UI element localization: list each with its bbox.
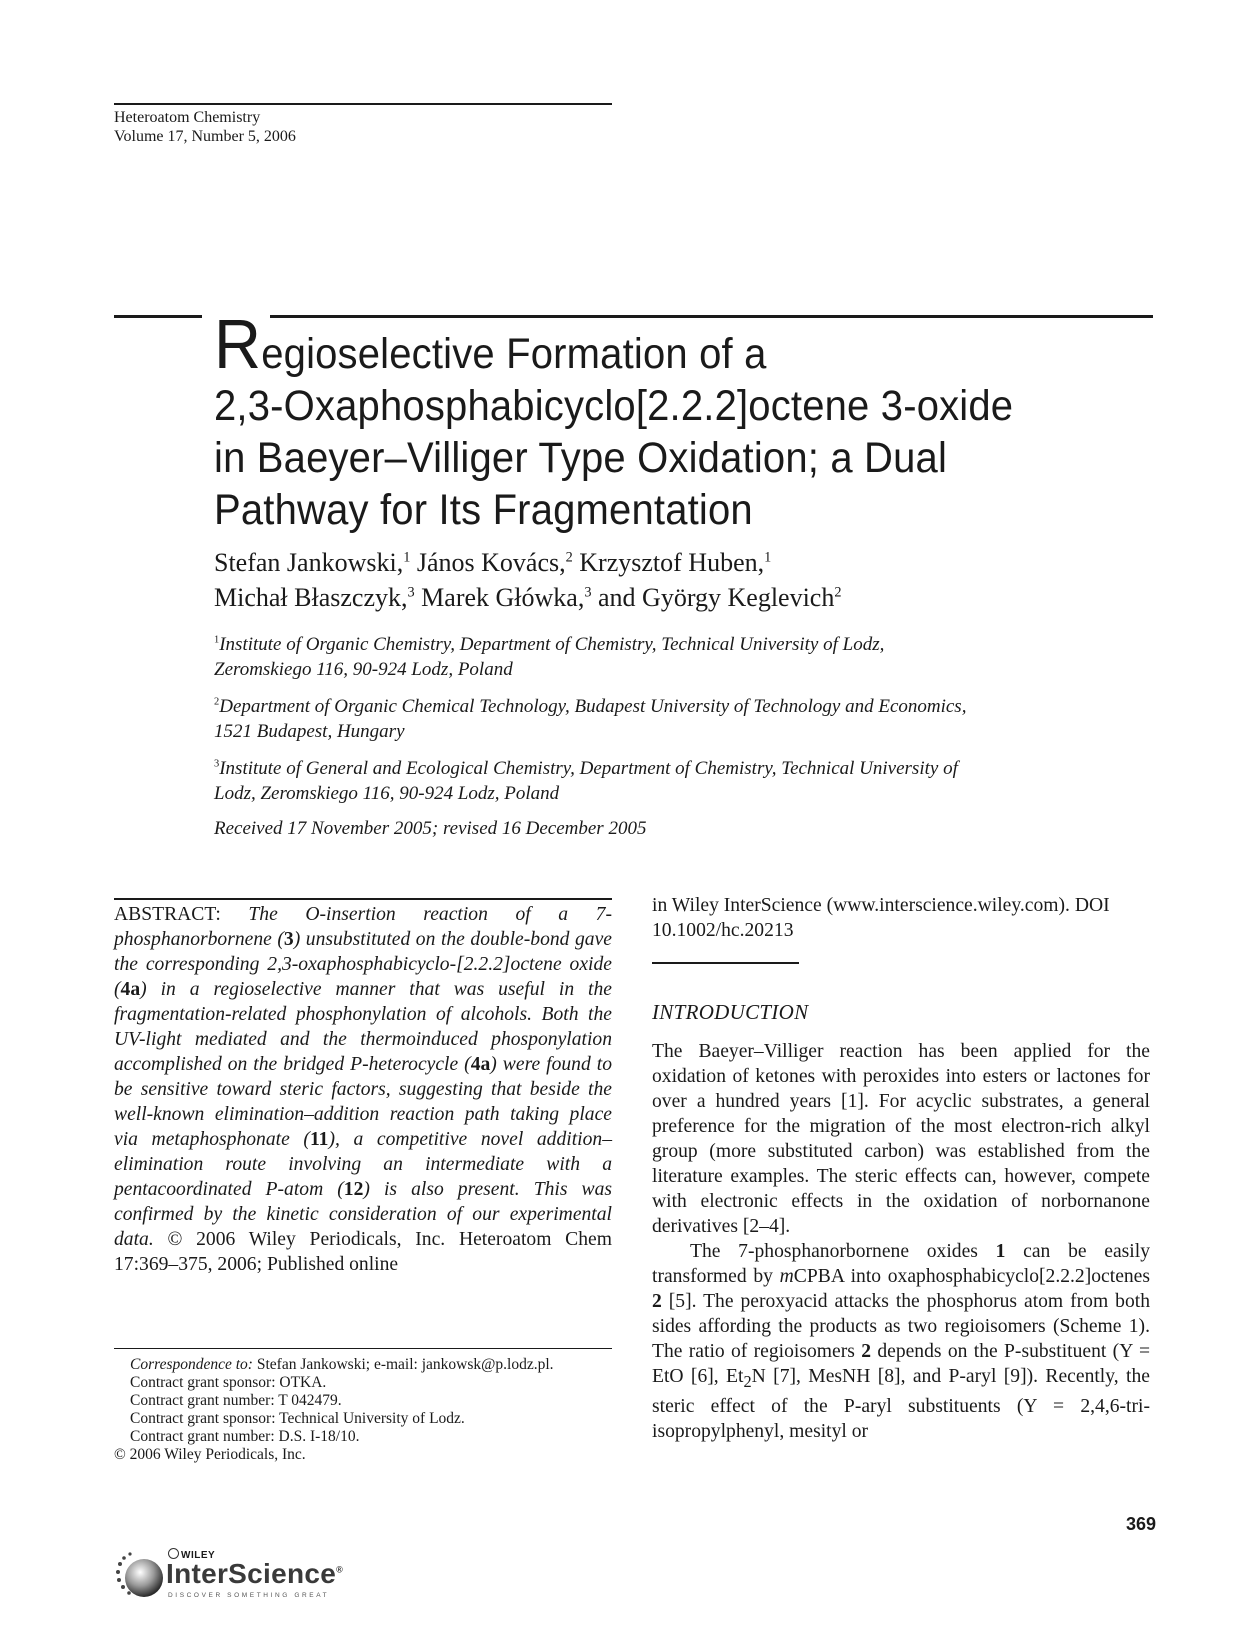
- abstract-label: ABSTRACT:: [114, 904, 221, 925]
- author-name: Michał Błaszczyk,: [214, 583, 408, 612]
- affiliation-number: 2: [214, 696, 220, 708]
- affiliation-line: 1521 Budapest, Hungary: [214, 721, 405, 742]
- compound-number: 4a: [120, 979, 141, 1000]
- author-affiliation-mark: 1: [764, 549, 772, 566]
- footnote-copyright: © 2006 Wiley Periodicals, Inc.: [114, 1446, 306, 1463]
- author-affiliation-mark: 2: [565, 549, 573, 566]
- grant-line: Contract grant number: T 042479.: [130, 1392, 342, 1409]
- section-heading-introduction: INTRODUCTION: [652, 1000, 809, 1024]
- abstract-text: ) were found to be sensitive toward steric factors, suggesting that beside the well-known elimination–addition reaction path taking place via metaphosphonate (: [114, 1054, 612, 1150]
- author-name: Krzysztof Huben,: [579, 548, 765, 577]
- author-name: János Kovács,: [416, 548, 566, 577]
- intro-paragraph-1: The Baeyer–Villiger reaction has been applied for the oxidation of ketones with peroxides into esters or lactones for over a hundred years [1]. For acyclic substrates, a general preference for the migration of the most electron-rich alkyl group (more substituted carbon) was established from the literature examples. The steric effects can, however, compete with electronic effects in the oxidation of norbornanone derivatives [2–4].: [652, 1041, 1150, 1237]
- title-line-2: 2,3-Oxaphosphabicyclo[2.2.2]octene 3-oxide: [214, 382, 1014, 430]
- author-name: and György Keglevich: [598, 583, 835, 612]
- affiliation-line: Department of Organic Chemical Technology, Budapest University of Technology and Economics,: [219, 696, 967, 717]
- footnote: [114, 1356, 614, 1464]
- logo-tagline: DISCOVER SOMETHING GREAT: [168, 1592, 330, 1599]
- compound-number: 11: [309, 1129, 329, 1150]
- abstract-text: ) in a regioselective manner that was useful in the fragmentation-related phosphonylation of alcohols. Both the UV-light mediated and the thermoinduced phosponylation accomplished on the bridged P-heterocycle (: [114, 979, 612, 1075]
- author-name: Marek Główka,: [421, 583, 585, 612]
- title-line-4: Pathway for Its Fragmentation: [214, 486, 753, 534]
- journal-info: [114, 108, 296, 146]
- introduction-body: [652, 1039, 1150, 1444]
- abstract-text: ) unsubstituted on the double-bond gave the corresponding 2,3-oxaphosphabicyclo-[2.2.2]octene oxide (: [114, 929, 612, 1000]
- affiliation-number: 3: [214, 758, 220, 770]
- header-rule: [114, 103, 612, 105]
- title-initial: R: [214, 305, 262, 383]
- affiliation-2: [214, 694, 1144, 744]
- page-number: 369: [1126, 1514, 1157, 1534]
- affiliation-3: [214, 756, 1144, 806]
- title-line-3: in Baeyer–Villiger Type Oxidation; a Dual: [214, 434, 948, 482]
- author-affiliation-mark: 1: [403, 549, 411, 566]
- compound-number: 3: [283, 929, 294, 950]
- affiliation-number: 1: [214, 634, 220, 646]
- abstract-rule: [114, 898, 612, 900]
- author-affiliation-mark: 3: [407, 584, 415, 601]
- affiliation-line: Institute of General and Ecological Chemistry, Department of Chemistry, Technical University of: [219, 758, 958, 779]
- author-affiliation-mark: 3: [584, 584, 592, 601]
- article-title: [214, 305, 1070, 536]
- wiley-interscience-logo: [114, 1548, 354, 1604]
- abstract-citation: © 2006 Wiley Periodicals, Inc. Heteroatom Chem 17:369–375, 2006; Published online: [114, 1229, 612, 1275]
- compound-number: 1: [995, 1241, 1006, 1262]
- affiliation-1: [214, 632, 1144, 682]
- author-list: [214, 545, 1134, 615]
- grant-line: Contract grant sponsor: Technical University of Lodz.: [130, 1410, 465, 1427]
- compound-number: 12: [343, 1179, 364, 1200]
- correspondence-text: Stefan Jankowski; e-mail: jankowsk@p.lodz.pl.: [252, 1356, 554, 1373]
- abstract-text: The O-insertion reaction of a 7-phosphanorbornene (: [114, 904, 612, 950]
- abstract-continuation: [652, 893, 1150, 943]
- title-line-1: egioselective Formation of a: [261, 330, 767, 378]
- affiliation-line: Lodz, Zeromskiego 116, 90-924 Lodz, Poland: [214, 783, 560, 804]
- journal-name: Heteroatom Chemistry: [114, 109, 261, 126]
- compound-number: 4a: [470, 1054, 491, 1075]
- affiliation-line: Institute of Organic Chemistry, Department of Chemistry, Technical University of Lodz,: [219, 634, 885, 655]
- wiley-wordmark: WILEY: [168, 1548, 215, 1561]
- correspondence-label: Correspondence to:: [130, 1356, 253, 1373]
- author-affiliation-mark: 2: [834, 584, 842, 601]
- compound-number: 2: [652, 1291, 662, 1312]
- intro-paragraph-2: The 7-phosphanorbornene oxides 1 can be easily transformed by mCPBA into oxaphosphabicyclo[2.2.2]octenes 2 [5]. The peroxyacid attacks the phosphorus atom from both sides affording the products as two regioisomers (Scheme 1). The ratio of regioisomers 2 depends on the P-substituent (Y = EtO [6], $Et_2N$ [7], MesNH [8], and P-aryl [9]). Recently, the steric effect of the P-aryl substituents (Y = 2,4,6-tri-isopropylphenyl, mesityl or: [652, 1241, 1151, 1442]
- title-rule-left: [114, 315, 202, 318]
- abstract-continuation-text: in Wiley InterScience (www.interscience.wiley.com). DOI 10.1002/hc.20213: [652, 895, 1110, 941]
- interscience-sphere-icon: [114, 1550, 166, 1602]
- grant-line: Contract grant number: D.S. I-18/10.: [130, 1428, 360, 1445]
- grant-line: Contract grant sponsor: OTKA.: [130, 1374, 327, 1391]
- abstract-text: ) is also present. This was confirmed by the kinetic consideration of our experimental data.: [114, 1179, 612, 1250]
- footnote-rule: [114, 1348, 612, 1349]
- affiliation-line: Zeromskiego 116, 90-924 Lodz, Poland: [214, 659, 513, 680]
- journal-volume: Volume 17, Number 5, 2006: [114, 128, 296, 145]
- interscience-wordmark: InterScience®: [166, 1558, 344, 1589]
- abstract: [114, 902, 612, 1277]
- author-name: Stefan Jankowski,: [214, 548, 404, 577]
- abstract-text: ), a competitive novel addition–elimination route involving an intermediate with a pentacoordinated P-atom (: [114, 1129, 612, 1200]
- received-dates: Received 17 November 2005; revised 16 December 2005: [214, 818, 647, 839]
- abstract-end-rule: [652, 962, 799, 964]
- compound-number: 2: [861, 1341, 871, 1362]
